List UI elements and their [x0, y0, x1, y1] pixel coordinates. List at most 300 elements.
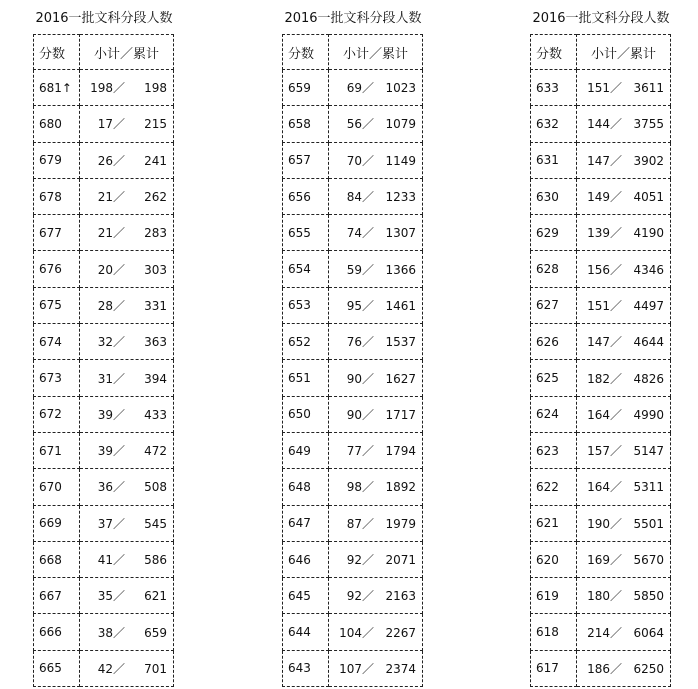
score-value: 676 — [39, 262, 62, 277]
count-cell — [329, 614, 423, 650]
score-cell — [283, 578, 329, 614]
score-value: 681 — [39, 80, 62, 95]
score-cell — [531, 614, 577, 650]
slash-separator: ／ — [361, 298, 374, 313]
cumulative-value: 701 — [144, 661, 167, 676]
score-cell — [34, 142, 80, 178]
count-value: 164 — [587, 407, 610, 422]
count-value: 90 — [346, 407, 362, 422]
count-value: 186 — [587, 661, 610, 676]
table-row — [531, 142, 671, 178]
slash-separator: ／ — [361, 480, 374, 495]
score-distribution-table — [282, 34, 423, 687]
count-value: 156 — [587, 262, 610, 277]
score-value: 654 — [288, 262, 311, 277]
score-value: 617 — [536, 661, 559, 676]
count-value: 164 — [587, 480, 610, 495]
count-value: 20 — [97, 262, 113, 277]
slash-separator: ／ — [361, 661, 374, 676]
score-cell — [34, 360, 80, 396]
score-cell — [34, 396, 80, 432]
slash-separator: ／ — [112, 444, 125, 459]
slash-separator: ／ — [609, 335, 622, 350]
score-value: 624 — [536, 407, 559, 422]
count-cell — [329, 578, 423, 614]
slash-separator: ／ — [609, 553, 622, 567]
count-cell — [80, 505, 174, 541]
cumulative-value: 508 — [144, 480, 167, 495]
score-cell — [531, 505, 577, 541]
count-value: 76 — [346, 335, 362, 350]
table-row — [531, 324, 671, 360]
slash-separator: ／ — [112, 661, 125, 676]
score-cell — [34, 106, 80, 142]
score-value: 621 — [536, 516, 559, 531]
up-arrow-icon: ↑ — [61, 80, 72, 95]
table-row — [531, 614, 671, 650]
count-value: 56 — [346, 117, 362, 132]
score-value: 625 — [536, 371, 559, 386]
count-cell — [80, 614, 174, 650]
count-value: 214 — [587, 625, 610, 640]
slash-separator: ／ — [361, 226, 374, 241]
count-cell — [329, 505, 423, 541]
cumulative-value: 4190 — [633, 226, 664, 241]
count-value: 149 — [587, 190, 610, 205]
cumulative-value: 2163 — [385, 589, 416, 604]
score-cell — [283, 215, 329, 251]
count-value: 77 — [346, 444, 362, 459]
slash-separator: ／ — [112, 335, 125, 350]
count-value: 180 — [587, 589, 610, 604]
slash-separator: ／ — [112, 480, 125, 495]
slash-separator: ／ — [609, 117, 622, 132]
table-row — [34, 106, 174, 142]
count-cell — [329, 178, 423, 214]
count-cell — [80, 541, 174, 577]
score-cell — [34, 578, 80, 614]
score-cell — [283, 469, 329, 505]
cumulative-value: 2071 — [385, 553, 416, 567]
count-cell — [329, 432, 423, 468]
table-row — [283, 178, 423, 214]
score-cell — [531, 215, 577, 251]
slash-separator: ／ — [112, 407, 125, 422]
table-row — [34, 469, 174, 505]
cumulative-value: 433 — [144, 407, 167, 422]
header-counts: 小计／累计 — [329, 35, 423, 70]
table-row — [283, 360, 423, 396]
table-row — [531, 70, 671, 106]
count-value: 98 — [346, 480, 362, 495]
count-value: 37 — [97, 516, 113, 531]
cumulative-value: 4051 — [633, 190, 664, 205]
count-cell — [329, 70, 423, 106]
count-value: 147 — [587, 335, 610, 350]
count-value: 21 — [97, 226, 113, 241]
score-value: 633 — [536, 80, 559, 95]
score-cell — [531, 142, 577, 178]
count-value: 74 — [346, 226, 362, 241]
score-value: 665 — [39, 661, 62, 676]
count-cell — [577, 287, 671, 323]
cumulative-value: 4826 — [633, 371, 664, 386]
count-value: 39 — [97, 407, 113, 422]
count-cell — [329, 469, 423, 505]
score-value: 670 — [39, 479, 62, 494]
slash-separator: ／ — [609, 480, 622, 495]
score-value: 632 — [536, 116, 559, 131]
cumulative-value: 1979 — [385, 516, 416, 531]
score-value: 669 — [39, 516, 62, 531]
slash-separator: ／ — [361, 444, 374, 459]
count-cell — [80, 178, 174, 214]
header-score: 分数 — [34, 35, 80, 70]
score-value: 620 — [536, 552, 559, 567]
score-value: 619 — [536, 588, 559, 603]
table-row — [34, 505, 174, 541]
score-value: 679 — [39, 153, 62, 168]
table-row — [531, 578, 671, 614]
score-value: 656 — [288, 189, 311, 204]
score-value: 666 — [39, 625, 62, 640]
score-cell — [34, 469, 80, 505]
count-cell — [577, 215, 671, 251]
score-value: 646 — [288, 552, 311, 567]
score-cell — [283, 106, 329, 142]
slash-separator: ／ — [609, 444, 622, 459]
score-cell — [531, 541, 577, 577]
table-row — [283, 396, 423, 432]
count-value: 36 — [97, 480, 113, 495]
count-cell — [329, 142, 423, 178]
score-distribution-table — [530, 34, 671, 687]
score-cell — [531, 360, 577, 396]
count-cell — [80, 360, 174, 396]
slash-separator: ／ — [609, 298, 622, 313]
score-value: 630 — [536, 189, 559, 204]
score-value: 678 — [39, 189, 62, 204]
table-row — [34, 178, 174, 214]
slash-separator: ／ — [609, 407, 622, 422]
cumulative-value: 6064 — [633, 625, 664, 640]
count-value: 42 — [97, 661, 113, 676]
count-value: 90 — [346, 371, 362, 386]
table-row — [283, 650, 423, 686]
slash-separator: ／ — [112, 625, 125, 640]
score-value: 671 — [39, 443, 62, 458]
score-cell — [283, 70, 329, 106]
table-row — [34, 614, 174, 650]
slash-separator: ／ — [361, 553, 374, 567]
slash-separator: ／ — [361, 81, 374, 96]
table-row — [283, 70, 423, 106]
table-row — [34, 541, 174, 577]
count-cell — [80, 106, 174, 142]
score-value: 647 — [288, 516, 311, 531]
slash-separator: ／ — [112, 516, 125, 531]
table-row — [283, 106, 423, 142]
score-cell — [283, 324, 329, 360]
cumulative-value: 331 — [144, 298, 167, 313]
count-cell — [80, 215, 174, 251]
slash-separator: ／ — [112, 117, 125, 132]
slash-separator: ／ — [361, 407, 374, 422]
score-cell — [283, 396, 329, 432]
slash-separator: ／ — [112, 190, 125, 205]
cumulative-value: 6250 — [633, 661, 664, 676]
cumulative-value: 5311 — [633, 480, 664, 495]
score-cell — [531, 578, 577, 614]
slash-separator: ／ — [361, 335, 374, 350]
score-cell — [531, 432, 577, 468]
score-value: 657 — [288, 153, 311, 168]
count-cell — [577, 70, 671, 106]
count-value: 151 — [587, 81, 610, 96]
count-cell — [577, 469, 671, 505]
count-cell — [577, 251, 671, 287]
score-cell — [283, 251, 329, 287]
score-value: 644 — [288, 625, 311, 640]
table-row — [283, 505, 423, 541]
cumulative-value: 3902 — [633, 153, 664, 168]
header-score: 分数 — [531, 35, 577, 70]
table-row — [34, 70, 174, 106]
score-value: 649 — [288, 443, 311, 458]
table-row — [34, 396, 174, 432]
slash-separator: ／ — [609, 589, 622, 604]
table-title: 2016一批文科分段人数 — [35, 11, 173, 26]
table-row — [283, 469, 423, 505]
score-value: 673 — [39, 371, 62, 386]
count-cell — [329, 541, 423, 577]
slash-separator: ／ — [112, 589, 125, 604]
table-row — [531, 396, 671, 432]
score-cell — [283, 650, 329, 686]
score-cell — [283, 614, 329, 650]
table-row — [531, 505, 671, 541]
score-cell — [34, 324, 80, 360]
table-row — [283, 324, 423, 360]
table-row — [531, 360, 671, 396]
slash-separator: ／ — [609, 226, 622, 241]
table-row — [34, 287, 174, 323]
score-cell — [531, 324, 577, 360]
score-cell — [531, 469, 577, 505]
count-value: 35 — [97, 589, 113, 604]
count-value: 70 — [346, 153, 362, 168]
cumulative-value: 4346 — [633, 262, 664, 277]
cumulative-value: 1023 — [385, 81, 416, 96]
score-cell — [531, 106, 577, 142]
table-row — [283, 614, 423, 650]
table-header-row — [34, 35, 174, 70]
count-value: 92 — [346, 589, 362, 604]
cumulative-value: 1149 — [385, 153, 416, 168]
count-cell — [80, 251, 174, 287]
table-row — [34, 360, 174, 396]
count-value: 198 — [90, 81, 113, 96]
cumulative-value: 3611 — [633, 81, 664, 96]
count-value: 104 — [339, 625, 362, 640]
count-cell — [329, 360, 423, 396]
score-cell — [34, 541, 80, 577]
cumulative-value: 659 — [144, 625, 167, 640]
table-row — [283, 432, 423, 468]
score-distribution-table — [33, 34, 174, 687]
slash-separator: ／ — [112, 153, 125, 168]
count-value: 59 — [346, 262, 362, 277]
table-title: 2016一批文科分段人数 — [284, 11, 422, 26]
score-cell — [34, 614, 80, 650]
count-cell — [577, 578, 671, 614]
cumulative-value: 4990 — [633, 407, 664, 422]
score-value: 680 — [39, 116, 62, 131]
table-row — [283, 578, 423, 614]
count-cell — [80, 70, 174, 106]
cumulative-value: 621 — [144, 589, 167, 604]
table-row — [531, 106, 671, 142]
table-row — [34, 650, 174, 686]
slash-separator: ／ — [609, 262, 622, 277]
slash-separator: ／ — [361, 153, 374, 168]
count-cell — [577, 614, 671, 650]
count-cell — [80, 432, 174, 468]
count-cell — [80, 469, 174, 505]
score-cell — [531, 251, 577, 287]
table-row — [531, 215, 671, 251]
table-title: 2016一批文科分段人数 — [532, 11, 670, 26]
score-value: 653 — [288, 298, 311, 313]
score-value: 674 — [39, 334, 62, 349]
score-value: 650 — [288, 407, 311, 422]
table-row — [531, 287, 671, 323]
score-cell — [531, 396, 577, 432]
cumulative-value: 4644 — [633, 335, 664, 350]
count-value: 39 — [97, 444, 113, 459]
cumulative-value: 586 — [144, 553, 167, 567]
cumulative-value: 3755 — [633, 117, 664, 132]
count-cell — [577, 142, 671, 178]
slash-separator: ／ — [112, 553, 125, 567]
slash-separator: ／ — [112, 226, 125, 241]
count-cell — [80, 578, 174, 614]
cumulative-value: 1537 — [385, 335, 416, 350]
cumulative-value: 5147 — [633, 444, 664, 459]
cumulative-value: 262 — [144, 190, 167, 205]
cumulative-value: 1079 — [385, 117, 416, 132]
score-value: 628 — [536, 262, 559, 277]
cumulative-value: 363 — [144, 335, 167, 350]
slash-separator: ／ — [609, 371, 622, 386]
score-value: 651 — [288, 371, 311, 386]
table-row — [531, 178, 671, 214]
count-cell — [577, 541, 671, 577]
slash-separator: ／ — [361, 190, 374, 205]
count-value: 147 — [587, 153, 610, 168]
score-cell — [34, 251, 80, 287]
count-value: 107 — [339, 661, 362, 676]
cumulative-value: 5670 — [633, 553, 664, 567]
count-cell — [80, 142, 174, 178]
count-value: 92 — [346, 553, 362, 567]
score-value: 667 — [39, 588, 62, 603]
slash-separator: ／ — [112, 298, 125, 313]
slash-separator: ／ — [361, 625, 374, 640]
score-cell — [34, 287, 80, 323]
count-value: 41 — [97, 553, 113, 567]
count-cell — [329, 650, 423, 686]
count-cell — [577, 324, 671, 360]
score-cell — [283, 541, 329, 577]
count-value: 84 — [346, 190, 362, 205]
score-cell — [283, 178, 329, 214]
cumulative-value: 1461 — [385, 298, 416, 313]
count-cell — [80, 324, 174, 360]
count-value: 17 — [97, 117, 113, 132]
count-cell — [577, 178, 671, 214]
slash-separator: ／ — [609, 190, 622, 205]
cumulative-value: 198 — [144, 81, 167, 96]
count-value: 21 — [97, 190, 113, 205]
cumulative-value: 2374 — [385, 661, 416, 676]
count-value: 139 — [587, 226, 610, 241]
slash-separator: ／ — [112, 81, 125, 96]
table-row — [531, 469, 671, 505]
score-value: 668 — [39, 552, 62, 567]
score-value: 645 — [288, 588, 311, 603]
cumulative-value: 241 — [144, 153, 167, 168]
count-value: 87 — [346, 516, 362, 531]
table-row — [34, 432, 174, 468]
cumulative-value: 394 — [144, 371, 167, 386]
slash-separator: ／ — [112, 371, 125, 386]
score-cell — [531, 287, 577, 323]
score-value: 643 — [288, 661, 311, 676]
score-value: 626 — [536, 334, 559, 349]
cumulative-value: 1794 — [385, 444, 416, 459]
score-value: 623 — [536, 443, 559, 458]
score-value: 629 — [536, 225, 559, 240]
count-cell — [80, 650, 174, 686]
slash-separator: ／ — [361, 371, 374, 386]
score-cell — [283, 142, 329, 178]
score-cell — [34, 505, 80, 541]
count-cell — [80, 287, 174, 323]
slash-separator: ／ — [609, 153, 622, 168]
slash-separator: ／ — [609, 81, 622, 96]
score-cell — [34, 650, 80, 686]
score-value: 675 — [39, 298, 62, 313]
cumulative-value: 472 — [144, 444, 167, 459]
score-value: 658 — [288, 116, 311, 131]
count-value: 31 — [97, 371, 113, 386]
count-cell — [577, 432, 671, 468]
table-row — [531, 650, 671, 686]
score-cell — [283, 360, 329, 396]
slash-separator: ／ — [361, 262, 374, 277]
cumulative-value: 545 — [144, 516, 167, 531]
cumulative-value: 1366 — [385, 262, 416, 277]
score-cell — [283, 505, 329, 541]
table-row — [531, 432, 671, 468]
score-cell — [531, 70, 577, 106]
score-cell — [283, 432, 329, 468]
slash-separator: ／ — [609, 661, 622, 676]
header-counts: 小计／累计 — [577, 35, 671, 70]
slash-separator: ／ — [361, 117, 374, 132]
slash-separator: ／ — [609, 625, 622, 640]
